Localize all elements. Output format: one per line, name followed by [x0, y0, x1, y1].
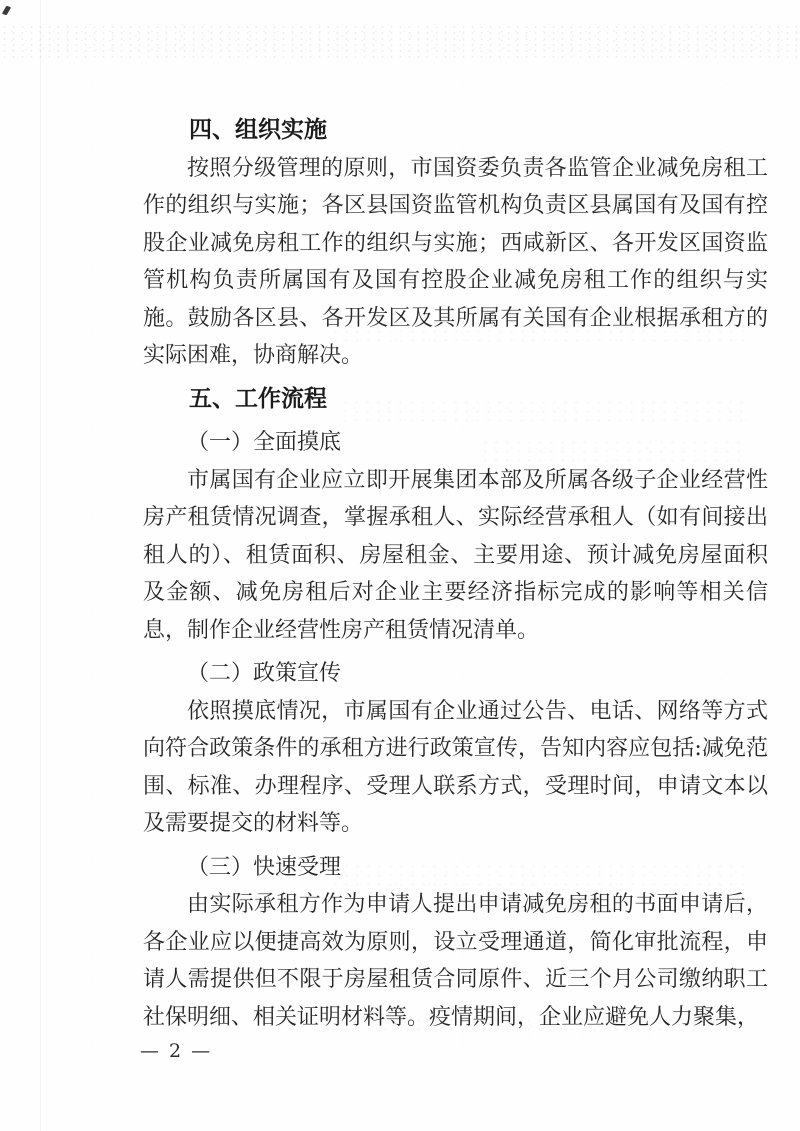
subheading-fast-acceptance: （三）快速受理 — [187, 854, 342, 880]
page-edge-shadow — [40, 0, 41, 1131]
paragraph-organization-implementation: 按照分级管理的原则，市国资委负责各监管企业减免房租工作的组织与实施；各区县国资监管机构负责区县属国有及国有控股企业减免房租工作的组织与实施；西咸新区、各开发区国资监管机构负责所属国有及国有控股企业减免房租工作的组织与实施。鼓励各区县、各开发区及其所属有关国有企业根据承租方的实际困难，协商解决。 — [143, 155, 768, 368]
document-body — [143, 106, 768, 1036]
subheading-comprehensive-survey: （一）全面摸底 — [187, 430, 342, 455]
section-heading-work-process: 五、工作流程 — [189, 385, 327, 412]
page-number: — 2 — — [140, 1040, 213, 1062]
paragraph-comprehensive-survey: 市属国有企业应立即开展集团本部及所属各级子企业经营性房产租赁情况调查，掌握承租人、实际经营承租人（如有间接出租人的）、租赁面积、房屋租金、主要用途、预计减免房屋面积及金额、减免房租后对企业主要经济指标完成的影响等相关信息，制作企业经营性房产租赁情况清单。 — [143, 467, 768, 643]
subheading-policy-publicity: （二）政策宣传 — [187, 661, 342, 686]
paragraph-fast-acceptance: 由实际承租方作为申请人提出申请减免房租的书面申请后，各企业应以便捷高效为原则，设立受理通道，简化审批流程，申请人需提供但不限于房屋租赁合同原件、近三个月公司缴纳职工社保明细、相关证明材料等。疫情期间，企业应避免人力聚集， — [143, 892, 768, 1030]
paragraph-policy-publicity: 依照摸底情况，市属国有企业通过公告、电话、网络等方式向符合政策条件的承租方进行政策宣传，告知内容应包括:减免范围、标准、办理程序、受理人联系方式，受理时间，申请文本以及需要提交的材料等。 — [143, 698, 768, 836]
section-heading-organization-implementation: 四、组织实施 — [189, 117, 327, 143]
scan-noise-band — [0, 24, 800, 58]
scan-artifact-mark — [2, 6, 11, 16]
